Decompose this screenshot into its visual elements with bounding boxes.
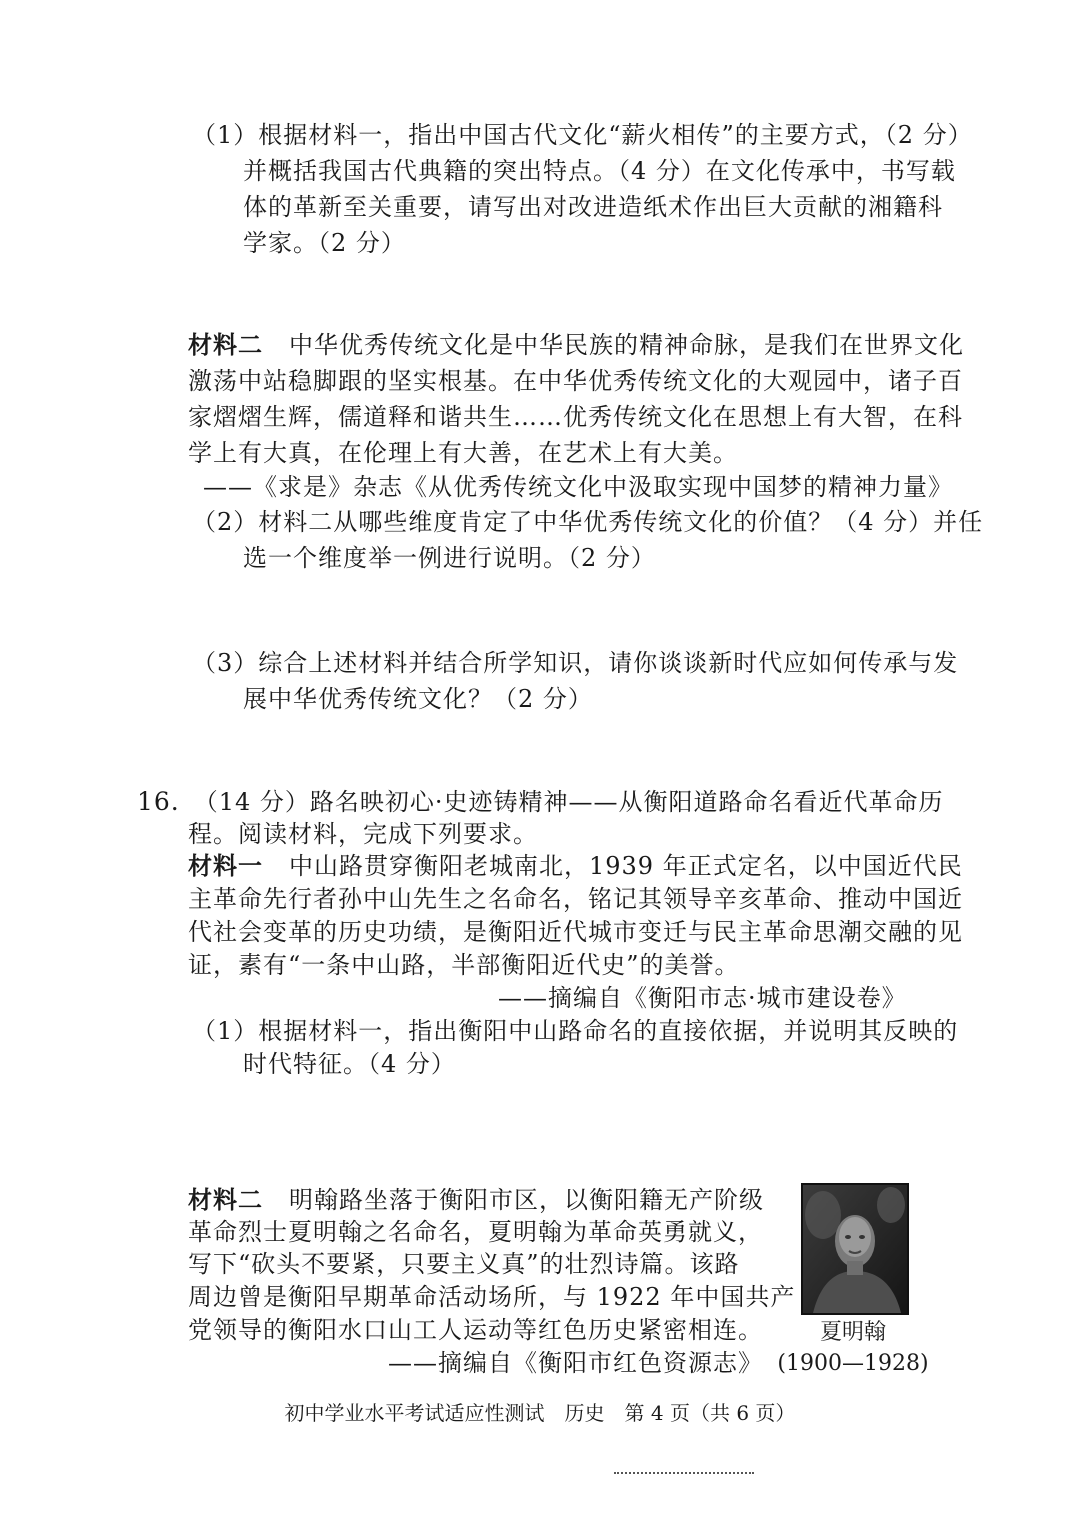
q15-sub2-line2: 选一个维度举一例进行说明。（2 分） — [243, 544, 656, 572]
q16-material1-line4: 证，素有“一条中山路，半部衡阳近代史”的美誉。 — [188, 951, 740, 979]
bottom-divider — [614, 1472, 754, 1474]
q16-line2: 程。阅读材料，完成下列要求。 — [188, 820, 538, 848]
material-text: 中山路贯穿衡阳老城南北，1939 年正式定名，以中国近代民 — [289, 852, 963, 880]
q16-material2-line3: 写下“砍头不要紧，只要主义真”的壮烈诗篇。该路 — [188, 1250, 740, 1278]
q15-material2-line3: 家熠熠生辉，儒道释和谐共生……优秀传统文化在思想上有大智，在科 — [188, 403, 963, 431]
q15-sub3-line1: （3）综合上述材料并结合所学知识，请你谈谈新时代应如何传承与发 — [192, 649, 959, 677]
material-label: 材料二 — [188, 330, 263, 359]
portrait-image — [803, 1185, 907, 1313]
portrait-years: (1900—1928) — [777, 1351, 929, 1376]
q15-sub1-line4: 学家。（2 分） — [243, 229, 406, 257]
q15-sub1-line1: （1）根据材料一，指出中国古代文化“薪火相传”的主要方式，（2 分） — [192, 121, 973, 149]
material-label: 材料二 — [188, 1185, 263, 1214]
q15-material2-source: ——《求是》杂志《从优秀传统文化中汲取实现中国梦的精神力量》 — [203, 473, 953, 501]
portrait-photo — [801, 1183, 909, 1315]
q15-sub1-line3: 体的革新至关重要，请写出对改进造纸术作出巨大贡献的湘籍科 — [243, 193, 943, 221]
q15-sub3-line2: 展中华优秀传统文化？（2 分） — [243, 685, 593, 713]
q15-sub2-line1: （2）材料二从哪些维度肯定了中华优秀传统文化的价值？（4 分）并任 — [192, 508, 984, 536]
q16-material1-line3: 代社会变革的历史功绩，是衡阳近代城市变迁与民主革命思潮交融的见 — [188, 918, 963, 946]
question-number: 16. — [137, 787, 180, 816]
q16-sub1-line1: （1）根据材料一，指出衡阳中山路命名的直接依据，并说明其反映的 — [192, 1017, 959, 1045]
q16-material1-line1 — [188, 848, 963, 884]
q15-material2-line2: 激荡中站稳脚跟的坚实根基。在中华优秀传统文化的大观园中，诸子百 — [188, 367, 963, 395]
q16-line1 — [137, 784, 944, 820]
q15-material2-line1 — [188, 327, 964, 363]
q16-material2-line2: 革命烈士夏明翰之名命名，夏明翰为革命英勇就义， — [188, 1218, 763, 1246]
q16-material2-line5: 党领导的衡阳水口山工人运动等红色历史紧密相连。 — [188, 1316, 763, 1344]
q16-material1-line2: 主革命先行者孙中山先生之名命名，铭记其领导辛亥革命、推动中国近 — [188, 885, 963, 913]
q16-title-text: （14 分）路名映初心·史迹铸精神——从衡阳道路命名看近代革命历 — [193, 788, 944, 816]
q16-material1-source: ——摘编自《衡阳市志·城市建设卷》 — [498, 984, 907, 1012]
q15-sub1-line2: 并概括我国古代典籍的突出特点。（4 分）在文化传承中，书写载 — [243, 157, 956, 185]
q16-material2-source: ——摘编自《衡阳市红色资源志》 — [388, 1349, 763, 1377]
q15-material2-line4: 学上有大真，在伦理上有大善，在艺术上有大美。 — [188, 439, 738, 467]
page-footer: 初中学业水平考试适应性测试 历史 第 4 页（共 6 页） — [284, 1401, 796, 1425]
q16-material2-line1 — [188, 1182, 764, 1218]
material-text: 中华优秀传统文化是中华民族的精神命脉，是我们在世界文化 — [289, 331, 964, 359]
q16-sub1-line2: 时代特征。（4 分） — [243, 1050, 456, 1078]
material-text: 明翰路坐落于衡阳市区，以衡阳籍无产阶级 — [289, 1186, 764, 1214]
material-label: 材料一 — [188, 851, 263, 880]
portrait-name: 夏明翰 — [819, 1320, 886, 1345]
q16-material2-line4: 周边曾是衡阳早期革命活动场所，与 1922 年中国共产 — [188, 1283, 796, 1311]
